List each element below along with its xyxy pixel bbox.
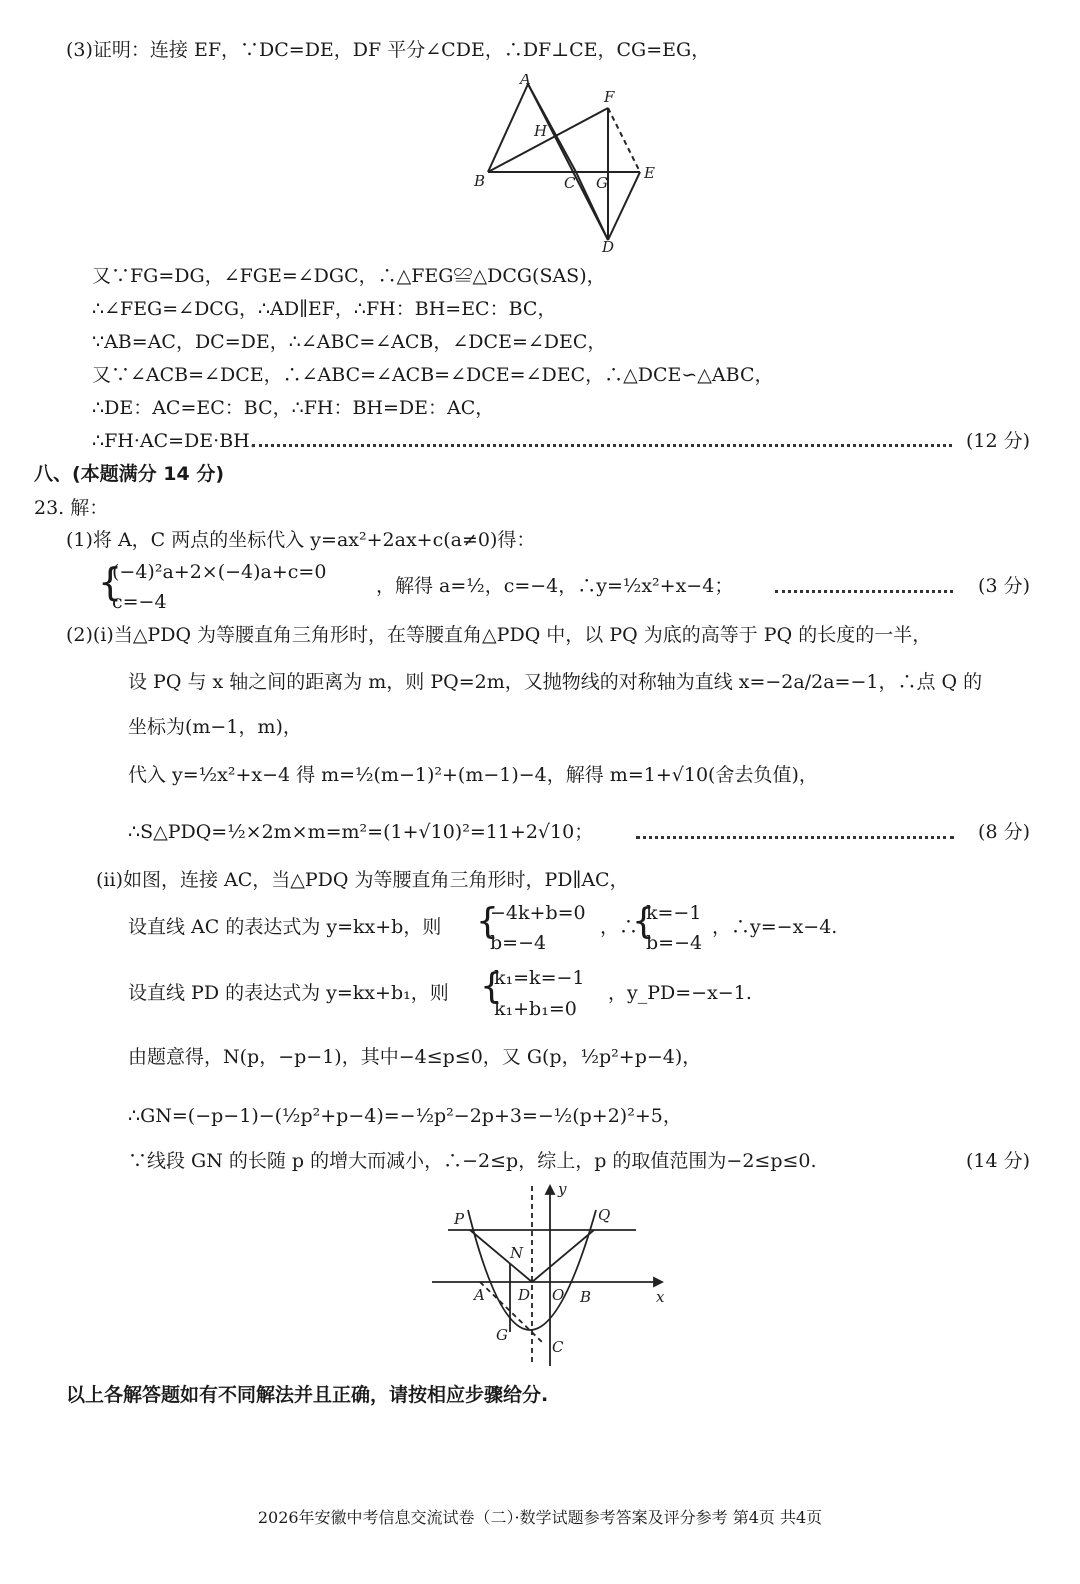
q2ii-line6: ∵线段 GN 的长随 p 的增大而减小，∴−2≤p，综上，p 的取值范围为−2≤p≤0.	[128, 1150, 817, 1172]
label-y: y	[558, 1180, 567, 1198]
label-E: E	[644, 164, 655, 182]
q1-solve: ，解得 a=½，c=−4，∴y=½x²+x−4；	[376, 575, 734, 597]
label-C: C	[552, 1338, 564, 1356]
geometry-figure	[470, 74, 670, 254]
q2ii-line2c: ，∴y=−x−4.	[712, 916, 838, 938]
q2ii-line5: ∴GN=(−p−1)−(½p²+p−4)=−½p²−2p+3=−½(p+2)²+5，	[128, 1105, 682, 1127]
brace-1: {	[98, 560, 123, 604]
label-F: F	[604, 88, 615, 106]
brace-4: {	[480, 966, 503, 1007]
q2i-line1: (2)(i)当△PDQ 为等腰直角三角形时，在等腰直角△PDQ 中，以 PQ 为底的高等于 PQ 的长度的一半，	[66, 624, 932, 646]
q2ii-sys1-eq2: b=−4	[490, 932, 547, 954]
parabola-figure	[430, 1180, 680, 1370]
score-12: (12 分)	[965, 430, 1030, 452]
proof-line-2: ∴∠FEG=∠DCG，∴AD∥EF，∴FH：BH=EC：BC，	[92, 298, 557, 320]
dot-leader	[252, 444, 952, 447]
label-A: A	[520, 74, 531, 88]
score-8: (8 分)	[978, 821, 1030, 843]
q1-eq1: (−4)²a+2×(−4)a+c=0	[112, 561, 327, 583]
label-C: C	[564, 174, 576, 192]
proof-line-3: ∵AB=AC，DC=DE，∴∠ABC=∠ACB，∠DCE=∠DEC，	[92, 331, 607, 353]
label-A: A	[474, 1286, 485, 1304]
q2ii-line3b: ，y_PD=−x−1.	[608, 982, 752, 1004]
q2ii-sys2-eq1: k=−1	[646, 902, 702, 924]
proof-intro-line: (3)证明：连接 EF，∵DC=DE，DF 平分∠CDE，∴DF⊥CE，CG=EG，	[66, 39, 711, 61]
q2i-line4: 代入 y=½x²+x−4 得 m=½(m−1)²+(m−1)−4，解得 m=1+√10(舍去负值)，	[128, 764, 818, 786]
label-x: x	[656, 1288, 665, 1306]
score-3: (3 分)	[978, 575, 1030, 597]
section-title: 八、(本题满分 14 分)	[34, 463, 225, 485]
label-G: G	[596, 174, 608, 192]
page-footer: 2026年安徽中考信息交流试卷（二）·数学试题参考答案及评分参考 第4页 共4页	[257, 1508, 823, 1527]
q2ii-sys1-eq1: −4k+b=0	[490, 902, 586, 924]
q1-eq2: c=−4	[112, 591, 167, 613]
label-B: B	[580, 1288, 592, 1306]
q2ii-sys2-eq2: b=−4	[646, 932, 703, 954]
label-P: P	[454, 1210, 465, 1228]
q2ii-sys3-eq1: k₁=k=−1	[494, 967, 585, 989]
q2ii-line1: (ii)如图，连接 AC，当△PDQ 为等腰直角三角形时，PD∥AC，	[96, 869, 629, 891]
label-D: D	[518, 1286, 531, 1304]
q2i-line5: ∴S△PDQ=½×2m×m=m²=(1+√10)²=11+2√10；	[128, 821, 594, 843]
q2ii-sys3-eq2: k₁+b₁=0	[494, 998, 577, 1020]
proof-line-5: ∴DE：AC=EC：BC，∴FH：BH=DE：AC，	[92, 397, 495, 419]
label-O: O	[552, 1286, 565, 1304]
label-N: N	[510, 1244, 524, 1262]
label-D: D	[602, 238, 615, 254]
question-23-head: 23. 解：	[34, 497, 109, 519]
dot-leader	[775, 590, 953, 593]
q2i-line3: 坐标为(m−1，m)，	[128, 716, 302, 738]
q2ii-therefore: ，∴	[600, 916, 639, 938]
proof-line-1: 又∵FG=DG，∠FGE=∠DGC，∴△FEG≌△DCG(SAS)，	[92, 265, 606, 287]
label-H: H	[534, 122, 548, 140]
dot-leader	[636, 836, 954, 839]
label-G: G	[496, 1326, 508, 1344]
q2ii-line4: 由题意得，N(p，−p−1)，其中−4≤p≤0，又 G(p，½p²+p−4)，	[128, 1046, 702, 1068]
q1-intro: (1)将 A，C 两点的坐标代入 y=ax²+2ax+c(a≠0)得：	[66, 529, 536, 551]
brace-3: {	[632, 901, 655, 942]
q2ii-line3a: 设直线 PD 的表达式为 y=kx+b₁，则	[128, 982, 449, 1004]
closing-note: 以上各解答题如有不同解法并且正确，请按相应步骤给分.	[66, 1384, 549, 1406]
label-B: B	[474, 172, 486, 190]
proof-line-4: 又∵∠ACB=∠DCE，∴∠ABC=∠ACB=∠DCE=∠DEC，∴△DCE∽△ABC，	[92, 364, 774, 386]
q2ii-line2a: 设直线 AC 的表达式为 y=kx+b，则	[128, 916, 442, 938]
brace-2: {	[476, 901, 499, 942]
score-14: (14 分)	[965, 1150, 1030, 1172]
q2i-line2: 设 PQ 与 x 轴之间的距离为 m，则 PQ=2m，又抛物线的对称轴为直线 x=−2a/2a=−1，∴点 Q 的	[128, 671, 983, 693]
proof-conclusion: ∴FH·AC=DE·BH.	[92, 430, 256, 452]
label-Q: Q	[598, 1206, 611, 1224]
